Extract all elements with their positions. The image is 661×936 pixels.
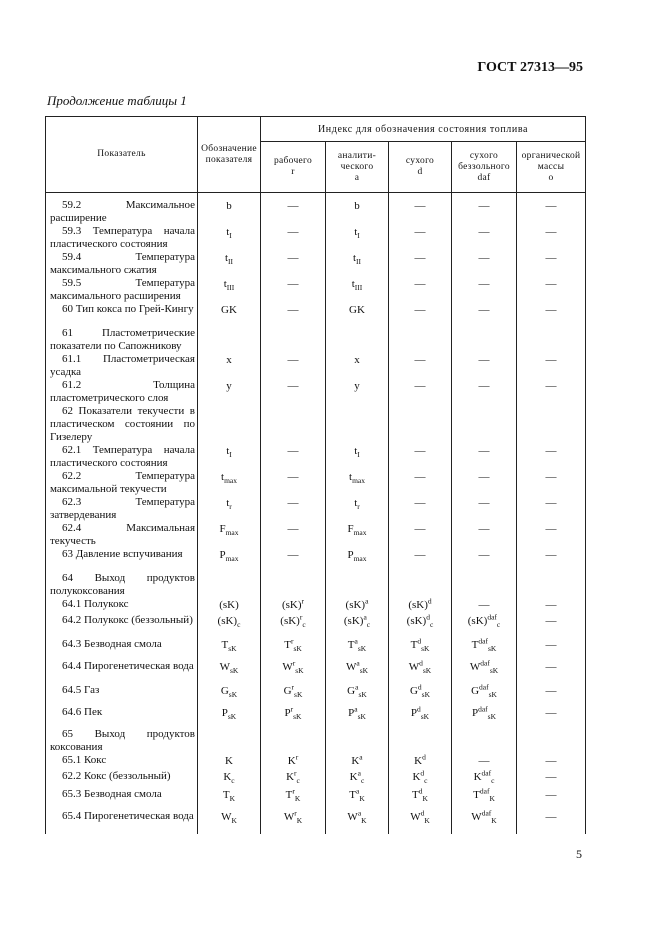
state-a-cell: $t_{max}$ bbox=[326, 470, 389, 496]
state-r-cell: — bbox=[261, 353, 326, 379]
state-r-cell: — bbox=[261, 470, 326, 496]
state-r-cell: — bbox=[261, 379, 326, 405]
indicator-cell: 62.3 Температура затвердевания bbox=[46, 496, 198, 522]
state-a-cell: $W^a_{sK}$ bbox=[326, 660, 389, 684]
designation-cell: $t_I$ bbox=[198, 444, 261, 470]
table-row bbox=[46, 684, 586, 706]
table-row bbox=[46, 548, 586, 572]
state-d-cell: (sK)$^d$ bbox=[389, 598, 452, 614]
state-o-cell: — bbox=[517, 810, 586, 834]
state-a-cell: $T^a_{sK}$ bbox=[326, 638, 389, 660]
state-a-cell bbox=[326, 327, 389, 353]
state-daf-cell: $T^{daf}_{sK}$ bbox=[452, 638, 517, 660]
table-row bbox=[46, 810, 586, 834]
table-row bbox=[46, 638, 586, 660]
state-o-cell bbox=[517, 405, 586, 444]
state-r-cell: $W^r_{sK}$ bbox=[261, 660, 326, 684]
state-d-cell: $W^d_K$ bbox=[389, 810, 452, 834]
state-a-cell: $t_r$ bbox=[326, 496, 389, 522]
table-header bbox=[46, 117, 586, 193]
col-header-state-o: органической массы o bbox=[517, 142, 586, 193]
table-row bbox=[46, 303, 586, 327]
state-o-cell: — bbox=[517, 598, 586, 614]
state-r-cell: $P^r_{sK}$ bbox=[261, 706, 326, 728]
state-r-cell: — bbox=[261, 522, 326, 548]
col-header-state-a: аналити-ческого a bbox=[326, 142, 389, 193]
designation-cell bbox=[198, 572, 261, 598]
table-row bbox=[46, 598, 586, 614]
state-o-cell: — bbox=[517, 522, 586, 548]
document-code: ГОСТ 27313—95 bbox=[477, 60, 583, 75]
indicator-cell: 64.3 Безводная смола bbox=[46, 638, 198, 660]
indicator-cell: 64.2 Полукокс (беззольный) bbox=[46, 614, 198, 638]
state-a-cell: $t_{III}$ bbox=[326, 277, 389, 303]
state-daf-cell: — bbox=[452, 379, 517, 405]
indicator-cell: 62.4 Максимальная текучесть bbox=[46, 522, 198, 548]
state-d-cell: — bbox=[389, 379, 452, 405]
state-o-cell: — bbox=[517, 638, 586, 660]
state-r-cell: — bbox=[261, 251, 326, 277]
state-d-cell: — bbox=[389, 251, 452, 277]
state-a-cell: $t_{II}$ bbox=[326, 251, 389, 277]
indicator-cell: 61.1 Пластометрическая усадка bbox=[46, 353, 198, 379]
table-row bbox=[46, 706, 586, 728]
state-r-cell bbox=[261, 572, 326, 598]
designation-cell: $T_K$ bbox=[198, 788, 261, 810]
state-r-cell: $K^r_c$ bbox=[261, 770, 326, 788]
table-row bbox=[46, 470, 586, 496]
state-r-cell: — bbox=[261, 199, 326, 225]
table-row bbox=[46, 277, 586, 303]
state-o-cell: — bbox=[517, 277, 586, 303]
state-a-cell: $W^a_K$ bbox=[326, 810, 389, 834]
state-r-cell: (sK)$^r$ bbox=[261, 598, 326, 614]
state-d-cell: — bbox=[389, 277, 452, 303]
state-d-cell: — bbox=[389, 522, 452, 548]
table-body bbox=[46, 193, 586, 835]
state-o-cell: — bbox=[517, 496, 586, 522]
indicator-cell: 62.2 Температура максимальной текучести bbox=[46, 470, 198, 496]
col-header-indicator: Показатель bbox=[46, 117, 198, 193]
indicator-cell: 64.1 Полукокс bbox=[46, 598, 198, 614]
indicator-cell: 65.3 Безводная смола bbox=[46, 788, 198, 810]
state-daf-cell: — bbox=[452, 522, 517, 548]
state-a-cell: (sK)$^a_c$ bbox=[326, 614, 389, 638]
state-daf-cell: — bbox=[452, 303, 517, 327]
state-d-cell: $T^d_{sK}$ bbox=[389, 638, 452, 660]
designation-cell bbox=[198, 327, 261, 353]
state-o-cell: — bbox=[517, 788, 586, 810]
state-r-cell bbox=[261, 405, 326, 444]
state-daf-cell: — bbox=[452, 496, 517, 522]
state-o-cell: — bbox=[517, 444, 586, 470]
state-d-cell: — bbox=[389, 303, 452, 327]
designation-cell: $W_{sK}$ bbox=[198, 660, 261, 684]
designation-cell: x bbox=[198, 353, 261, 379]
state-daf-cell: $T^{daf}_K$ bbox=[452, 788, 517, 810]
state-r-cell: $W^r_K$ bbox=[261, 810, 326, 834]
state-o-cell: — bbox=[517, 225, 586, 251]
state-daf-cell bbox=[452, 327, 517, 353]
table-row bbox=[46, 754, 586, 770]
designation-cell: y bbox=[198, 379, 261, 405]
designation-cell: $t_I$ bbox=[198, 225, 261, 251]
state-o-cell: — bbox=[517, 770, 586, 788]
state-d-cell bbox=[389, 405, 452, 444]
indicator-cell: 59.4 Температура максимального сжатия bbox=[46, 251, 198, 277]
state-daf-cell bbox=[452, 728, 517, 754]
state-o-cell bbox=[517, 572, 586, 598]
state-daf-cell: — bbox=[452, 199, 517, 225]
designation-cell: $(sK)_c$ bbox=[198, 614, 261, 638]
state-r-cell: — bbox=[261, 548, 326, 572]
state-o-cell: — bbox=[517, 660, 586, 684]
table-row bbox=[46, 353, 586, 379]
state-a-cell: $T^a_K$ bbox=[326, 788, 389, 810]
designation-table bbox=[45, 116, 586, 834]
state-daf-cell: — bbox=[452, 444, 517, 470]
indicator-cell: 62.2 Кокс (беззольный) bbox=[46, 770, 198, 788]
state-a-cell: $G^a_{sK}$ bbox=[326, 684, 389, 706]
state-r-cell: $G^r_{sK}$ bbox=[261, 684, 326, 706]
state-a-cell: $F_{max}$ bbox=[326, 522, 389, 548]
col-header-state-group: Индекс для обозначения состояния топлива bbox=[261, 117, 586, 142]
state-r-cell: (sK)$^r_c$ bbox=[261, 614, 326, 638]
state-daf-cell: — bbox=[452, 470, 517, 496]
state-a-cell: (sK)$^a$ bbox=[326, 598, 389, 614]
state-daf-cell: — bbox=[452, 251, 517, 277]
state-a-cell bbox=[326, 405, 389, 444]
designation-cell: $t_{max}$ bbox=[198, 470, 261, 496]
indicator-cell: 64.6 Пек bbox=[46, 706, 198, 728]
state-a-cell bbox=[326, 728, 389, 754]
indicator-cell: 62.1 Температура начала пластического состояния bbox=[46, 444, 198, 470]
table-row bbox=[46, 614, 586, 638]
designation-cell: $F_{max}$ bbox=[198, 522, 261, 548]
state-r-cell: $T^r_{sK}$ bbox=[261, 638, 326, 660]
designation-cell: K bbox=[198, 754, 261, 770]
table-row bbox=[46, 728, 586, 754]
indicator-cell: 65.1 Кокс bbox=[46, 754, 198, 770]
state-o-cell: — bbox=[517, 614, 586, 638]
state-d-cell bbox=[389, 728, 452, 754]
state-a-cell: $P^a_{sK}$ bbox=[326, 706, 389, 728]
col-header-designation: Обозначение показателя bbox=[198, 117, 261, 193]
state-daf-cell: $P^{daf}_{sK}$ bbox=[452, 706, 517, 728]
state-d-cell: — bbox=[389, 496, 452, 522]
indicator-cell: 61 Пластометрические показатели по Сапожникову bbox=[46, 327, 198, 353]
designation-cell: b bbox=[198, 199, 261, 225]
state-a-cell: $P_{max}$ bbox=[326, 548, 389, 572]
col-header-state-r: рабочего r bbox=[261, 142, 326, 193]
table-row bbox=[46, 327, 586, 353]
state-r-cell: — bbox=[261, 444, 326, 470]
designation-cell: $t_{III}$ bbox=[198, 277, 261, 303]
state-daf-cell: — bbox=[452, 754, 517, 770]
state-daf-cell: $G^{daf}_{sK}$ bbox=[452, 684, 517, 706]
designation-cell: $W_K$ bbox=[198, 810, 261, 834]
table-row bbox=[46, 660, 586, 684]
state-daf-cell: — bbox=[452, 598, 517, 614]
state-d-cell: — bbox=[389, 548, 452, 572]
designation-cell bbox=[198, 728, 261, 754]
state-d-cell: $K^d$ bbox=[389, 754, 452, 770]
indicator-cell: 64.4 Пирогенетическая вода bbox=[46, 660, 198, 684]
state-o-cell: — bbox=[517, 353, 586, 379]
state-d-cell bbox=[389, 572, 452, 598]
designation-cell: $G_{sK}$ bbox=[198, 684, 261, 706]
state-r-cell: — bbox=[261, 496, 326, 522]
state-o-cell: — bbox=[517, 303, 586, 327]
state-a-cell: x bbox=[326, 353, 389, 379]
state-o-cell: — bbox=[517, 548, 586, 572]
state-d-cell: — bbox=[389, 225, 452, 251]
state-a-cell bbox=[326, 572, 389, 598]
designation-cell bbox=[198, 405, 261, 444]
state-o-cell: — bbox=[517, 199, 586, 225]
state-d-cell: — bbox=[389, 444, 452, 470]
state-daf-cell bbox=[452, 572, 517, 598]
state-daf-cell: (sK)$^{daf}_c$ bbox=[452, 614, 517, 638]
state-d-cell: — bbox=[389, 470, 452, 496]
state-a-cell: y bbox=[326, 379, 389, 405]
designation-cell: $t_r$ bbox=[198, 496, 261, 522]
indicator-cell: 59.5 Температура максимального расширения bbox=[46, 277, 198, 303]
state-daf-cell: — bbox=[452, 225, 517, 251]
table-row bbox=[46, 522, 586, 548]
state-daf-cell: $W^{daf}_{sK}$ bbox=[452, 660, 517, 684]
state-a-cell: $t_I$ bbox=[326, 225, 389, 251]
state-daf-cell: — bbox=[452, 353, 517, 379]
indicator-cell: 65.4 Пирогенетическая вода bbox=[46, 810, 198, 834]
state-r-cell: $T^r_K$ bbox=[261, 788, 326, 810]
page-number: 5 bbox=[576, 847, 582, 861]
state-r-cell: — bbox=[261, 303, 326, 327]
state-r-cell: — bbox=[261, 277, 326, 303]
state-daf-cell: $W^{daf}_K$ bbox=[452, 810, 517, 834]
table-row bbox=[46, 405, 586, 444]
state-daf-cell: $K^{daf}_c$ bbox=[452, 770, 517, 788]
state-daf-cell bbox=[452, 405, 517, 444]
designation-cell: $P_{max}$ bbox=[198, 548, 261, 572]
designation-cell: GK bbox=[198, 303, 261, 327]
state-o-cell: — bbox=[517, 706, 586, 728]
state-o-cell: — bbox=[517, 470, 586, 496]
col-header-state-daf: сухого беззольного daf bbox=[452, 142, 517, 193]
indicator-cell: 63 Давление вспучивания bbox=[46, 548, 198, 572]
state-daf-cell: — bbox=[452, 277, 517, 303]
state-d-cell: $G^d_{sK}$ bbox=[389, 684, 452, 706]
table-row bbox=[46, 225, 586, 251]
state-d-cell: (sK)$^d_c$ bbox=[389, 614, 452, 638]
state-d-cell: $K^d_c$ bbox=[389, 770, 452, 788]
state-d-cell: $W^d_{sK}$ bbox=[389, 660, 452, 684]
designation-cell: $K_c$ bbox=[198, 770, 261, 788]
state-d-cell bbox=[389, 327, 452, 353]
table-container bbox=[45, 116, 585, 834]
state-a-cell: GK bbox=[326, 303, 389, 327]
state-d-cell: $T^d_K$ bbox=[389, 788, 452, 810]
table-row bbox=[46, 199, 586, 225]
state-a-cell: b bbox=[326, 199, 389, 225]
table-row bbox=[46, 251, 586, 277]
indicator-cell: 61.2 Толщина пластометрического слоя bbox=[46, 379, 198, 405]
indicator-cell: 62 Показатели текучести в пластическом состоянии по Гизелеру bbox=[46, 405, 198, 444]
state-d-cell: — bbox=[389, 199, 452, 225]
table-row bbox=[46, 788, 586, 810]
state-o-cell: — bbox=[517, 379, 586, 405]
designation-cell: $T_{sK}$ bbox=[198, 638, 261, 660]
table-row bbox=[46, 572, 586, 598]
state-a-cell: $K^a$ bbox=[326, 754, 389, 770]
state-r-cell: — bbox=[261, 225, 326, 251]
designation-cell: (sK) bbox=[198, 598, 261, 614]
indicator-cell: 64.5 Газ bbox=[46, 684, 198, 706]
state-a-cell: $K^a_c$ bbox=[326, 770, 389, 788]
table-row bbox=[46, 444, 586, 470]
table-row bbox=[46, 496, 586, 522]
state-o-cell: — bbox=[517, 754, 586, 770]
state-o-cell bbox=[517, 728, 586, 754]
indicator-cell: 64 Выход продуктов полукоксования bbox=[46, 572, 198, 598]
designation-cell: $t_{II}$ bbox=[198, 251, 261, 277]
state-o-cell bbox=[517, 327, 586, 353]
indicator-cell: 60 Тип кокса по Грей-Кингу bbox=[46, 303, 198, 327]
state-daf-cell: — bbox=[452, 548, 517, 572]
table-caption: Продолжение таблицы 1 bbox=[47, 93, 187, 108]
table-row bbox=[46, 379, 586, 405]
state-r-cell bbox=[261, 327, 326, 353]
col-header-state-d: сухого d bbox=[389, 142, 452, 193]
table-row bbox=[46, 770, 586, 788]
state-r-cell bbox=[261, 728, 326, 754]
designation-cell: $P_{sK}$ bbox=[198, 706, 261, 728]
state-d-cell: $P^d_{sK}$ bbox=[389, 706, 452, 728]
state-r-cell: $K^r$ bbox=[261, 754, 326, 770]
state-d-cell: — bbox=[389, 353, 452, 379]
state-o-cell: — bbox=[517, 684, 586, 706]
state-a-cell: $t_I$ bbox=[326, 444, 389, 470]
indicator-cell: 59.3 Температура начала пластического состояния bbox=[46, 225, 198, 251]
state-o-cell: — bbox=[517, 251, 586, 277]
indicator-cell: 65 Выход продуктов коксования bbox=[46, 728, 198, 754]
indicator-cell: 59.2 Максимальное расширение bbox=[46, 199, 198, 225]
